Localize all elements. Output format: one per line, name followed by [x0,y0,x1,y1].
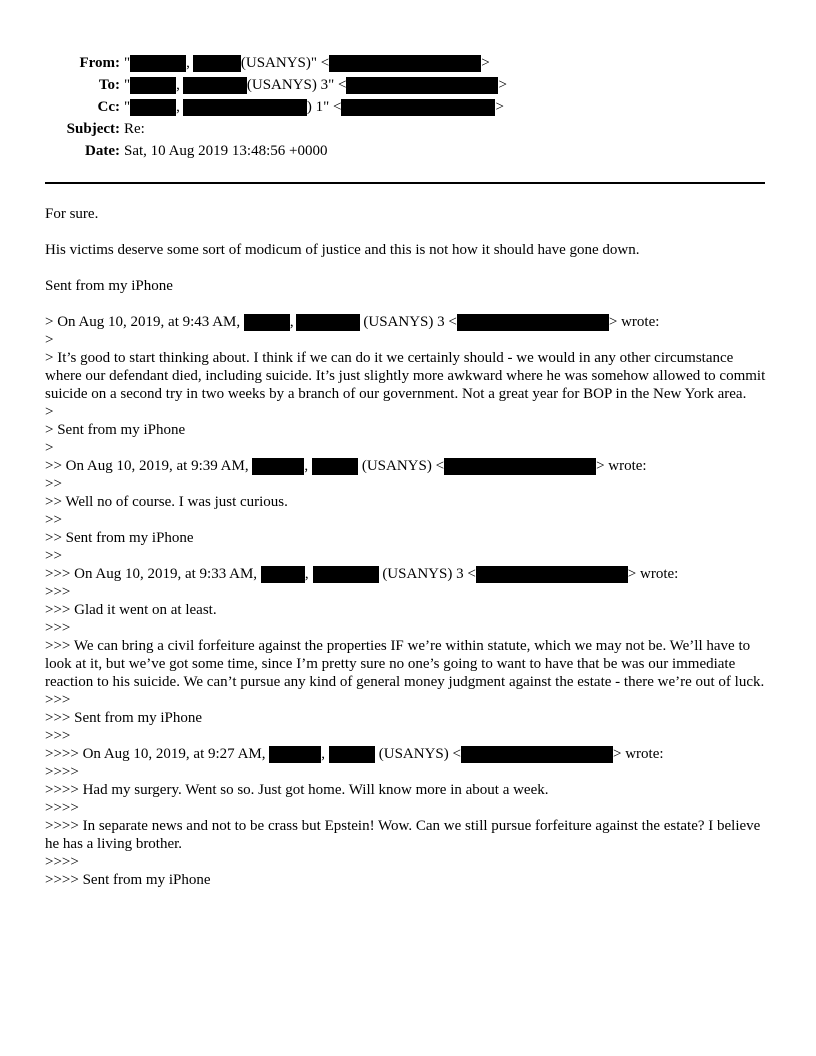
quote-header: > On Aug 10, 2019, at 9:43 AM, , (USANYS) 3 < > wrote: [45,314,660,330]
redaction-block [341,99,495,116]
to-row [45,74,507,96]
redaction-block [252,458,304,475]
subject-label: Subject: [66,121,120,137]
cc-value: " , ) 1" < > [124,99,504,115]
date-label: Date: [85,143,120,159]
redaction-block [296,314,360,331]
quoted-text: >>> Glad it went on at least. [45,602,217,618]
quoted-signature: >>>> Sent from my iPhone [45,872,211,888]
to-label: To: [98,77,120,93]
subject-row [45,118,507,140]
quoted-text: >>>> In separate news and not to be crass but Epstein! Wow. Can we still pursue forfeiture against the estate? I believe he has a living brother. [45,818,761,852]
redaction-block [244,314,290,331]
redaction-block [261,566,305,583]
quoted-text: >> Well no of course. I was just curious. [45,494,288,510]
quote-header: >>> On Aug 10, 2019, at 9:33 AM, , (USANYS) 3 < > wrote: [45,566,679,582]
quoted-signature: > Sent from my iPhone [45,422,186,438]
redaction-block [269,746,321,763]
redaction-block [457,314,609,331]
email-header [45,52,507,162]
quoted-signature: >>> Sent from my iPhone [45,710,203,726]
quote-header: >> On Aug 10, 2019, at 9:39 AM, , (USANYS) < > wrote: [45,458,647,474]
redaction-block [130,77,176,94]
redaction-block [329,746,375,763]
from-row [45,52,507,74]
redaction-block [193,55,241,72]
from-value: " , (USANYS)" < > [124,55,490,71]
from-label: From: [79,55,120,71]
redaction-block [312,458,358,475]
redaction-block [130,55,186,72]
signature: Sent from my iPhone [45,278,173,294]
cc-label: Cc: [97,99,120,115]
date-row [45,140,507,162]
date-value: Sat, 10 Aug 2019 13:48:56 +0000 [124,143,328,159]
redaction-block [183,99,307,116]
redaction-block [313,566,379,583]
quoted-text: > It’s good to start thinking about. I think if we can do it we certainly should - we would in any other circumstance where our defendant died, including suicide. It’s just slightly more awkward where he was somehow allowed to commit suicide on a second try in two weeks by a branch of our government. Not a great year for BOP in the New York area. [45,350,766,402]
redaction-block [461,746,613,763]
reply-text: His victims deserve some sort of modicum of justice and this is not how it should have gone down. [45,242,640,258]
redaction-block [346,77,498,94]
quote-header: >>>> On Aug 10, 2019, at 9:27 AM, , (USANYS) < > wrote: [45,746,664,762]
cc-row [45,96,507,118]
redaction-block [444,458,596,475]
quoted-signature: >> Sent from my iPhone [45,530,194,546]
redaction-block [130,99,176,116]
quoted-text: >>> We can bring a civil forfeiture against the properties IF we’re within statute, which we may not be. We’ll have to look at it, but we’ve got some time, since I’m pretty sure no one’s going to want to have that be was our immediate reaction to his suicide. We can’t pursue any kind of general money judgment against the estate - there we’re out of luck. [45,638,765,690]
reply-text: For sure. [45,206,99,222]
redaction-block [329,55,481,72]
redaction-block [183,77,247,94]
email-body: For sure. His victims deserve some sort of modicum of justice and this is not how it should have gone down. Sent from my iPhone > On Aug 10, 2019, at 9:43 AM, , (USANYS) 3 < > wrote: > > It’s good to start thinking about. I think if we can do it we certainly should - we would in any other circumstance where our defendant died, including suicide. It’s just slightly more awkward where he was somehow allowed to commit suicide on a second try in two weeks by a branch of our government. Not a great year for BOP in the New York area. > > Sent from my iPhone > >> On Aug 10, 2019, at 9:39 AM, , (USANYS) < > wrote: >> >> Well no of course. I was just curious. >> >> Sent from my iPhone >> >>> On Aug 10, 2019, at 9:33 AM, , (USANYS) 3 < > wrote: >>> >>> Glad it went on at least. >>> >>> We can bring a civil forfeiture against the properties IF we’re within statute, which we may not be. We’ll have to look at it, but we’ve got some time, since I’m pretty sure no one’s going to want to have that be was our immediate reaction to his suicide. We can’t pursue any kind of general money judgment against the estate - there we’re out of luck. >>> >>> Sent from my iPhone >>> >>>> On Aug 10, 2019, at 9:27 AM, , (USANYS) < > wrote: >>>> >>>> Had my surgery. Went so so. Just got home. Will know more in about a week. >>>> >>>> In separate news and not to be crass but Epstein! Wow. Can we still pursue forfeiture against the estate? I believe he has a living brother. >>>> >>>> Sent from my iPhone [45,205,770,889]
header-divider [45,182,765,184]
subject-value: Re: [124,121,145,137]
to-value: " , (USANYS) 3" < > [124,77,507,93]
quoted-text: >>>> Had my surgery. Went so so. Just got home. Will know more in about a week. [45,782,549,798]
redaction-block [476,566,628,583]
